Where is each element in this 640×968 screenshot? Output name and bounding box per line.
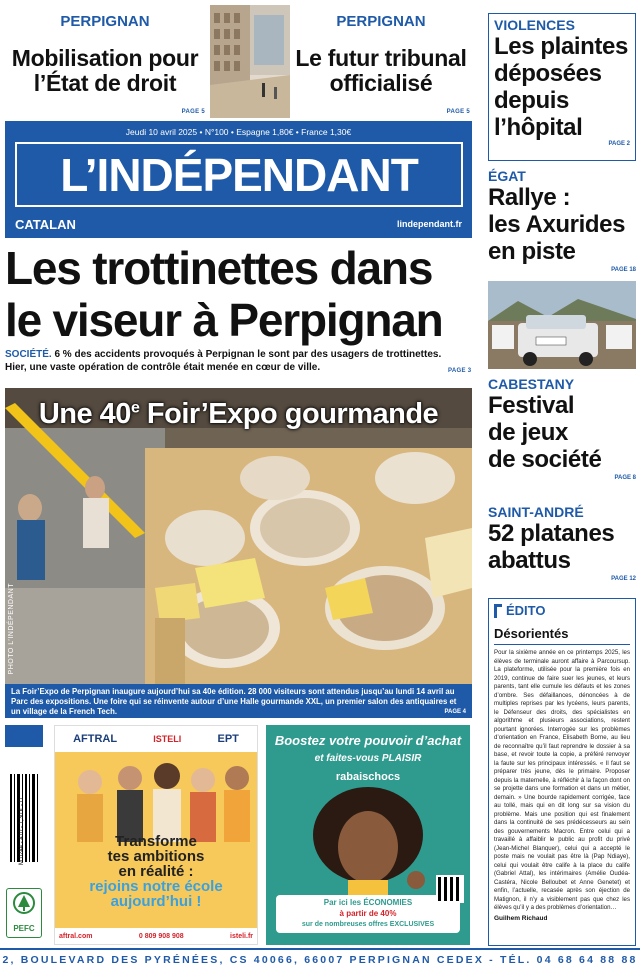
ad-footer [55,928,257,944]
story-kicker: CABESTANY [488,376,575,392]
page-reference: PAGE 12 [611,576,636,582]
teaser-title-line: Le futur tribunal [295,45,467,71]
rally-photo[interactable] [488,281,636,369]
edito-marker [494,604,502,618]
section-tag: SOCIÉTÉ. [5,349,52,360]
photo-caption [5,684,472,718]
ad-headline-line: en réalité : [118,863,194,880]
newspaper-logo: L’INDÉPENDANT [60,148,418,201]
story-title-line: 52 platanes [488,520,615,547]
ad-headline-line: Boostez votre pouvoir d’achat [274,733,462,748]
teaser-kicker: PERPIGNAN [336,13,426,30]
page-reference: PAGE 5 [446,109,470,115]
ad-headline-line: et faites-vous PLAISIR [314,753,422,764]
story-kicker: VIOLENCES [494,17,575,33]
story-cabestany[interactable] [488,376,636,481]
story-title-line: Festival [488,392,575,419]
edito-header [494,603,630,618]
footer-address: 2, BOULEVARD DES PYRÉNÉES, CS 40066, 66007 PERPIGNAN CEDEX - TÉL. 04 68 64 88 88 [2,954,638,966]
ad-headline-line: aujourd’hui ! [110,893,202,910]
pefc-label: PEFC [13,924,35,933]
ad-aftral[interactable] [54,725,258,945]
section-tab [5,725,43,747]
story-title [488,184,636,265]
teaser-title-line: officialisé [329,70,433,96]
website-link[interactable]: lindependant.fr [397,219,462,229]
ad-offer-line: sur de nombreuses offres EXCLUSIVES [301,921,435,928]
story-title [488,520,636,574]
teaser-title [292,46,470,96]
ad-offer [276,895,460,933]
page-reference: PAGE 4 [444,709,466,715]
edito-author: Guilhem Richaud [494,914,548,922]
ad-headline-line: Transforme [115,833,197,850]
story-title-line: Rallye : [488,184,571,211]
story-title-line: abattus [488,547,571,574]
story-title-line: déposées [494,60,602,87]
story-title-line: de société [488,446,602,473]
story-title [488,392,636,473]
caption-text: La Foir’Expo de Perpignan inaugure aujourd’hui sa 40e édition. 28 000 visiteurs sont attendus jusqu’au lundi 14 avril au Parc des expositions. Une foire qui se réinvente autour d’une Halle gourmande XXL, un premier salon des antiquaires et un village de la French Tech. [11,687,457,716]
story-title-line: l’hôpital [494,114,583,141]
story-saint-andre[interactable] [488,504,636,582]
story-title-line: les Axurides [488,211,626,238]
headline-line: Les trottinettes dans [5,242,433,294]
photo-headline-sup: e [130,399,140,417]
qr-code [436,875,464,903]
teaser-title [5,46,205,96]
story-title [494,33,630,141]
photo-headline [5,398,472,431]
ad-brand: EPT [217,733,239,745]
tribunal-image [210,5,290,118]
edito-box[interactable] [488,598,636,946]
edito-text: Pour la sixième année en ce printemps 2025, les élèves de terminale auront affaire à Parcoursup. La plateforme, utilisée pour la première fois en 2019, continue de faire suer les jeunes, et leurs parents, tant elle cumule les défauts et les zones d’ombre. Ses défaillances, dénoncées à de multiples reprises par les lycéens, leurs parents, le Défenseur des droits, des spécialistes en algorithme et plusieurs associations, restent pourtant ignorées. Interrogée sur les problèmes d’orientation en France, Elisabeth Borne, au lieu de reconnaître qu’il faut reprendre le dossier à sa base, et revoir toute la copie, a préféré renvoyer la faute sur les principaux intéressés. « Il faut se préparer très jeune, dès le primaire. Proposer depuis la maternelle, à réfléchir à la façon dont on se projette dans une formation et dans un métier, demain. » Une bourde rapidement corrigée, face au tollé, mais qui en dit long sur sa vision du problème. Mais une position qui est finalement dans la continuité de ses prédécesseurs au sein des gouvernements Macron. Entre celui qui a travaillé à affaiblir le public au profit du privé (Jean-Michel Blanquer), celui qui a accepté le poste mais ne voulait pas être là (Pap Ndiaye), celui qui voulait être calife à la place du calife (Gabriel Attal), les intérimaires (Amélie Oudéa-Castéra, Nicole Belloubet et Anne Genetet) et enfin, l’actuelle, recasée après son éjection de Matignon, il n’y a visiblement pas que chez les élèves qu’il y a des problèmes d’orientation… [494,649,630,911]
ad-offer-line: à partir de 40% [339,909,397,918]
photo-headline-part: Une 40 [38,398,131,430]
story-title-line: Les plaintes [494,33,628,60]
ad-brand: AFTRAL [73,733,118,745]
ad-phone: 0 809 908 908 [138,932,184,940]
issue-info: Jeudi 10 avril 2025 • N°100 • Espagne 1,80€ • France 1,30€ [125,127,352,137]
story-violences[interactable] [488,13,636,161]
ad-rabaischocs[interactable] [266,725,470,945]
story-kicker: ÉGAT [488,168,526,184]
ad-site: isteli.fr [230,932,253,940]
ad-offer-line: Par ici les ÉCONOMIES [323,898,413,907]
masthead[interactable] [5,121,472,238]
ad-headline-line: tes ambitions [107,848,205,865]
edition-name: CATALAN [15,217,76,232]
footer [0,948,640,968]
teaser-kicker: PERPIGNAN [60,13,150,30]
story-title-line: en piste [488,238,576,265]
page-reference: PAGE 18 [611,267,636,273]
divider [494,644,630,645]
teaser-right[interactable] [292,13,470,117]
rally-car-illustration [488,281,636,369]
teaser-title-line: Mobilisation pour [11,45,199,71]
foirexpo-photo[interactable] [5,388,472,684]
story-egat[interactable] [488,168,636,273]
ad-brand-bar [55,726,257,752]
ad-headline [55,834,257,909]
photo-credit: PHOTO L’INDÉPENDANT [8,582,15,674]
ad-site: aftral.com [59,932,93,940]
page-reference: PAGE 2 [608,141,630,147]
page-reference: PAGE 5 [181,109,205,115]
ad-brand: ISTELI [153,734,182,744]
students-illustration [55,752,258,842]
story-title-line: de jeux [488,419,568,446]
teaser-left[interactable] [5,13,205,117]
ad-headline-line: rejoins notre école [89,878,223,895]
building-illustration [210,5,290,118]
barcode-text: M 0244 - 410 - 1,30 € - D [19,797,25,865]
photo-headline-part: Foir’Expo gourmande [139,398,439,430]
story-title-line: depuis [494,87,569,114]
cheese-stall-illustration [5,388,472,684]
page-reference: PAGE 8 [614,475,636,481]
edito-label: ÉDITO [506,603,546,618]
logo-frame [15,142,463,207]
main-lead [5,348,455,374]
page-reference: PAGE 3 [448,368,472,374]
teaser-title-line: l’État de droit [33,70,177,96]
story-kicker: SAINT-ANDRÉ [488,504,584,520]
lead-text: 6 % des accidents provoqués à Perpignan le sont par des usagers de trottinettes. Hier, une vaste opération de contrôle était menée en cœur de ville. [5,349,442,373]
headline-line: le viseur à Perpignan [5,294,443,346]
main-headline[interactable] [5,242,475,346]
tree-icon [7,889,41,919]
ad-brand: rabaischocs [335,771,401,783]
pefc-logo [6,888,42,938]
edito-title: Désorientés [494,626,569,641]
